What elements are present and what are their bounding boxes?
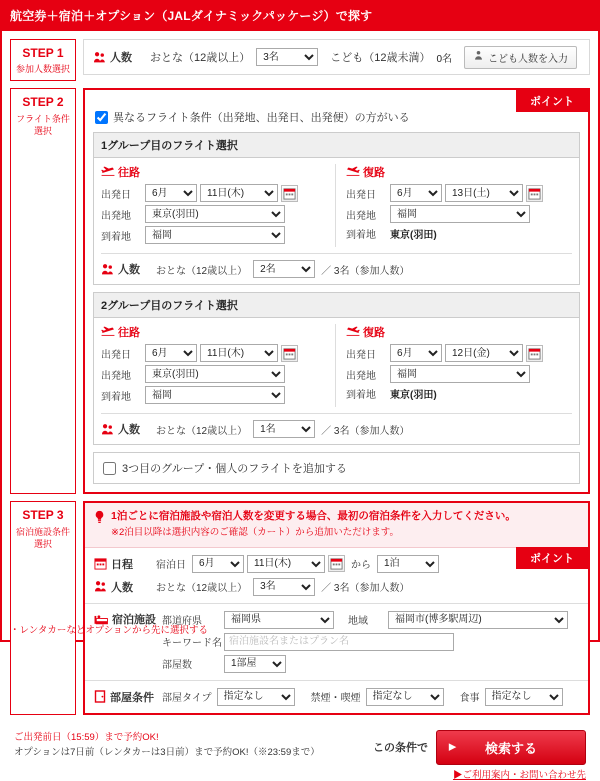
group2-inbound-heading: 復路 [363,327,385,340]
participant-label-group [93,49,132,65]
flight-group-2-title: 2グループ目のフライト選択 [94,293,579,318]
footer-note-2: オプションは7日前（レンタカーは3日前）まで予約OK!（※23:59まで） [14,747,320,759]
group2-inbound-to-row [346,386,572,401]
room-conditions-row [94,688,579,706]
group2-outbound-to-row [101,386,327,404]
group2-inbound-to-value: 東京(羽田) [390,390,437,402]
room-label-col [94,689,162,705]
add-third-group-checkbox[interactable] [103,462,116,475]
adult-count-select[interactable] [256,48,318,66]
option-first-link[interactable] [10,622,208,636]
lodging-ninzu-label-group [94,579,156,595]
search-button-label: 検索する [484,740,537,756]
child-count-button-label: こども人数を入力 [488,53,569,65]
child-count-caption: こども（12歳未満） [330,52,431,64]
facility-fields [162,611,579,673]
group1-inbound-to-row [346,226,572,241]
plane-depart-icon [101,165,115,180]
step3-row [10,501,590,715]
footer [10,722,590,765]
triangle-icon: ▶ [452,769,463,781]
room-type-field [162,688,295,706]
group1-outbound-to-caption: 到着地 [101,231,131,243]
group2-outbound-heading-row [101,324,327,340]
lodging-facility-section [85,604,588,681]
step2-badge-text: フライト条件選択 [16,113,70,136]
search-button[interactable] [436,730,586,765]
flight-group-1-routes [101,164,572,247]
group2-outbound-date-caption: 出発日 [101,349,131,361]
group1-outbound-date-caption: 出発日 [101,189,131,201]
lodging-notice-line2: ※2泊目以降は選択内容のご確認（カート）から追加いただけます。 [111,527,399,539]
different-flight-checkbox[interactable] [95,111,108,124]
person-icon [93,51,106,64]
step2-row [10,88,590,494]
child-count-value: 0名 [436,53,453,65]
flight-group-2 [93,292,580,445]
add-third-group-row[interactable] [93,452,580,484]
stay-month-select[interactable] [192,555,244,573]
group2-inbound [336,324,572,407]
footer-notes [14,730,350,760]
group2-ninzu-caption: おとな（12歳以上） [156,425,248,437]
group2-outbound-to-select[interactable] [145,386,285,404]
person-icon [101,263,114,276]
group1-inbound [336,164,572,247]
group1-ninzu-suffix: ／ 3名（参加人数） [321,265,410,277]
group1-outbound-calendar-icon[interactable] [281,185,298,202]
group1-outbound-from-select[interactable] [145,205,285,223]
search-form-frame [0,31,600,781]
step1-row [10,39,590,81]
group1-outbound-heading: 往路 [118,167,140,180]
group1-ninzu-label: 人数 [118,264,140,277]
facility-pref-row [162,611,579,629]
group2-outbound-day-select[interactable] [200,344,278,362]
group2-inbound-heading-row [346,324,572,340]
group2-ninzu-label-group [101,421,140,437]
group2-ninzu-select[interactable] [253,420,315,438]
group1-outbound-heading-row [101,164,327,180]
facility-label-col [94,611,162,673]
group1-inbound-to-caption: 到着地 [346,230,376,242]
child-count-field [330,49,452,65]
step1-badge-text: 参加人数選択 [15,64,70,75]
group2-outbound-date-row [101,344,327,362]
lodging-ninzu-label: 人数 [111,581,133,594]
flight-group-1 [93,132,580,285]
room-smoke-field [311,688,444,706]
room-smoke-select[interactable] [366,688,444,706]
step1-badge-number: STEP 1 [22,46,64,60]
adult-count-field [150,48,318,66]
room-meal-select[interactable] [485,688,563,706]
step3-badge-number: STEP 3 [22,508,64,523]
facility-area-caption: 地域 [348,616,368,628]
participant-label: 人数 [110,52,132,64]
group1-outbound-from-row [101,205,327,223]
group2-ninzu-label: 人数 [118,424,140,437]
help-link[interactable] [453,767,586,781]
group1-ninzu-caption: おとな（12歳以上） [156,265,248,277]
adult-count-caption: おとな（12歳以上） [150,52,251,64]
room-type-caption: 部屋タイプ [162,693,212,705]
plane-depart-icon [101,325,115,340]
group1-outbound [101,164,336,247]
search-condition-label: この条件で [373,742,428,755]
option-first-link-label: ・レンタカーなどオプションから先に選択する [10,625,209,636]
group1-inbound-month-select[interactable] [390,184,442,202]
facility-rooms-row [162,655,579,673]
room-label: 部屋条件 [110,691,154,704]
group2-inbound-from-row [346,365,572,383]
flight-group-2-routes [101,324,572,407]
group2-outbound-from-caption: 出発地 [101,370,131,382]
room-meal-field [460,688,563,706]
facility-keyword-input[interactable] [224,633,454,651]
group2-outbound-calendar-icon[interactable] [281,345,298,362]
group1-outbound-day-select[interactable] [200,184,278,202]
step2-badge [10,88,76,494]
group2-outbound-from-select[interactable] [145,365,285,383]
group2-inbound-from-caption: 出発地 [346,370,376,382]
facility-grid [94,611,579,673]
group2-inbound-from-select[interactable] [390,365,530,383]
group2-inbound-month-select[interactable] [390,344,442,362]
lodging-schedule-section [85,548,588,604]
step3-badge-text: 宿泊施設条件選択 [15,526,70,549]
group1-outbound-from-caption: 出発地 [101,210,131,222]
lodging-conditions-panel [83,501,590,715]
lightbulb-icon [93,510,106,527]
schedule-label-group [94,556,156,572]
person-icon [94,580,107,593]
child-count-input-button[interactable] [464,46,577,69]
flight-group-1-body [94,158,579,284]
add-third-group-label: 3つ目のグループ・個人のフライトを追加する [122,463,347,476]
door-icon [94,690,106,703]
stay-date-caption: 宿泊日 [156,560,186,572]
stay-between-label: から [351,560,371,572]
facility-keyword-row [162,633,579,651]
different-flight-checkbox-row[interactable] [95,109,580,125]
group1-outbound-date-row [101,184,327,202]
lodging-notice-text [111,509,516,541]
step3-badge [10,501,76,715]
child-icon [473,50,484,64]
participant-count-panel [83,39,590,75]
step2-body [83,88,590,494]
group1-inbound-to-value: 東京(羽田) [390,230,437,242]
room-smoke-caption: 禁煙・喫煙 [310,693,361,705]
step2-badge-number: STEP 2 [22,95,64,110]
group1-outbound-to-select[interactable] [145,226,285,244]
group2-outbound-from-row [101,365,327,383]
group1-inbound-date-row [346,184,572,202]
group1-outbound-to-row [101,226,327,244]
flight-group-1-title: 1グループ目のフライト選択 [94,133,579,158]
group1-inbound-heading: 復路 [363,167,385,180]
group2-outbound-heading: 往路 [118,327,140,340]
group2-outbound [101,324,336,407]
group2-ninzu-row [101,413,572,438]
page-title: 航空券＋宿泊＋オプション（JALダイナミックパッケージ）で探す [0,0,600,31]
facility-area-select[interactable] [388,611,568,629]
step1-badge [10,39,76,81]
room-type-select[interactable] [217,688,295,706]
group1-inbound-calendar-icon[interactable] [526,185,543,202]
plane-return-icon [346,325,360,340]
group1-inbound-from-caption: 出発地 [346,210,376,222]
facility-pref-caption: 都道府県 [162,616,202,628]
room-label-group [94,689,162,705]
group2-outbound-to-caption: 到着地 [101,391,131,403]
group1-inbound-date-caption: 出発日 [346,189,376,201]
footer-search-area [350,730,586,765]
facility-rooms-select[interactable] [224,655,286,673]
stay-day-select[interactable] [247,555,325,573]
flight-conditions-panel [83,88,590,494]
lodging-schedule-row [94,555,579,573]
group1-inbound-from-select[interactable] [390,205,530,223]
group1-inbound-day-select[interactable] [445,184,523,202]
group2-inbound-date-caption: 出発日 [346,349,376,361]
group2-ninzu-suffix: ／ 3名（参加人数） [321,425,410,437]
step1-body [83,39,590,81]
room-conditions-section [85,681,588,713]
group1-inbound-heading-row [346,164,572,180]
lodging-notice-line1: 1泊ごとに宿泊施設や宿泊人数を変更する場合、最初の宿泊条件を入力してください。 [111,510,516,523]
group1-ninzu-select[interactable] [253,260,315,278]
facility-keyword-caption: キーワード名 [162,638,222,650]
help-link-label: ご利用案内・お問い合わせ先 [462,769,586,781]
plane-return-icon [346,165,360,180]
footer-links-row [10,765,590,781]
group1-outbound-month-select[interactable] [145,184,197,202]
different-flight-checkbox-label: 異なるフライト条件（出発地、出発日、出発便）の方がいる [113,112,410,125]
lodging-ninzu-row [94,578,579,596]
group1-ninzu-label-group [101,261,140,277]
group2-outbound-month-select[interactable] [145,344,197,362]
flight-group-2-body [94,318,579,444]
step3-body [83,501,590,715]
stay-calendar-icon[interactable] [328,555,345,572]
facility-pref-select[interactable] [224,611,334,629]
lodging-ninzu-select[interactable] [253,578,315,596]
schedule-label: 日程 [111,558,133,571]
calendar-icon [94,557,107,570]
person-icon [101,423,114,436]
point-flag-step3: ポイント [516,547,588,569]
group2-inbound-to-caption: 到着地 [346,390,376,402]
facility-label: 宿泊施設 [112,613,156,626]
group1-inbound-from-row [346,205,572,223]
point-flag-step2: ポイント [516,90,588,112]
lodging-ninzu-suffix: ／ 3名（参加人数） [321,583,410,595]
group2-inbound-day-select[interactable] [445,344,523,362]
search-arrow-icon: ▶ [449,741,456,752]
group2-inbound-date-row [346,344,572,362]
room-meal-caption: 食事 [459,693,480,705]
lodging-notice [85,503,588,548]
facility-rooms-caption: 部屋数 [162,660,192,672]
group2-inbound-calendar-icon[interactable] [526,345,543,362]
group1-ninzu-row [101,253,572,278]
lodging-ninzu-caption: おとな（12歳以上） [156,583,248,595]
footer-note-1: ご出発前日（15:59）まで予約OK! [14,731,159,743]
stay-nights-select[interactable] [377,555,439,573]
